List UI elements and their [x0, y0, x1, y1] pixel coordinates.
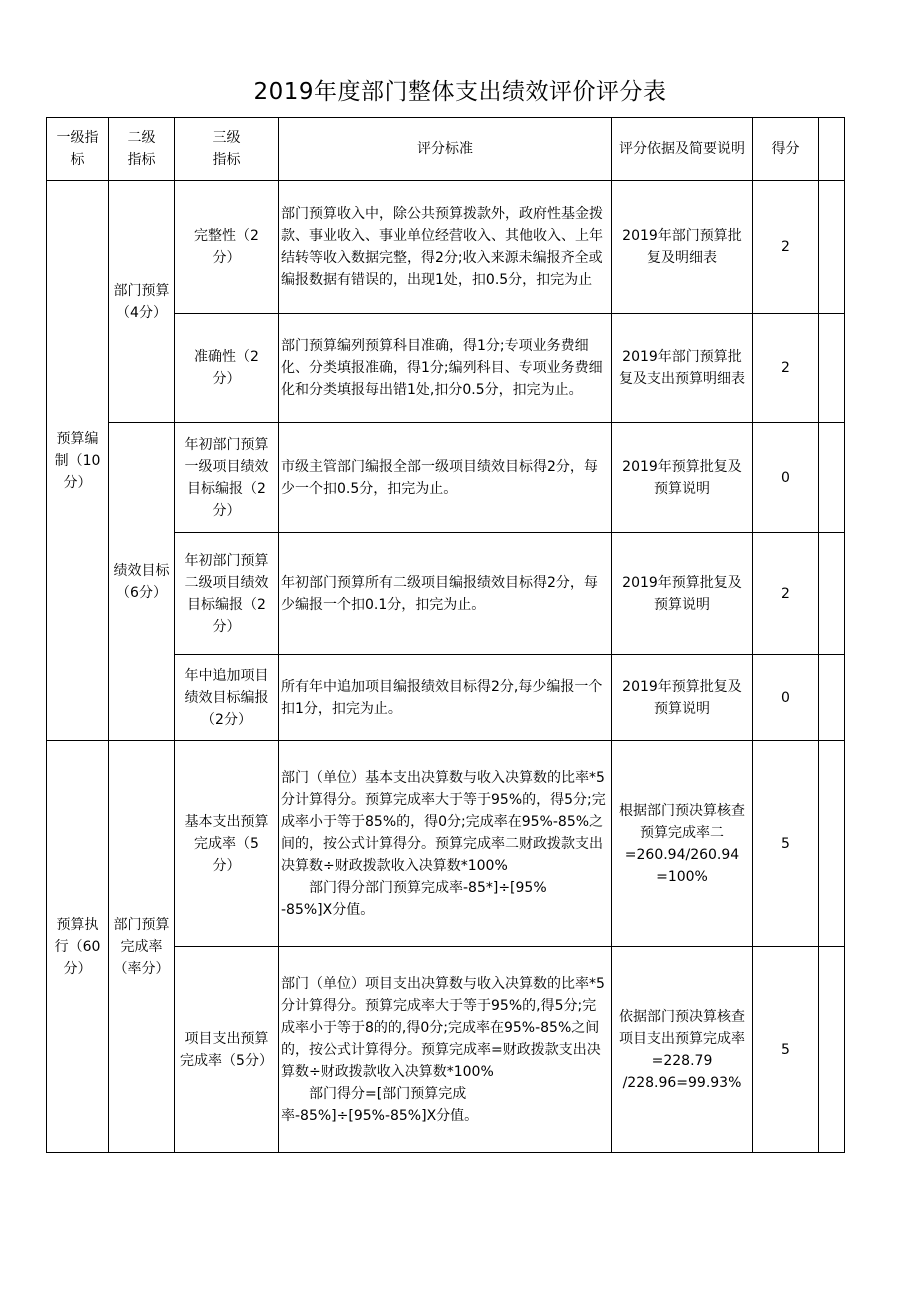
- row-criteria: 部门预算编列预算科目准确，得1分;专项业务费细化、分类填报准确，得1分;编列科目、专项业务费细化和分类填报每出错1处,扣分0.5分，扣完为止。: [279, 314, 612, 423]
- header-level2: 二级 指标: [109, 118, 175, 181]
- row-extra: [819, 314, 845, 423]
- row-level3: 完整性（2 分）: [175, 181, 279, 314]
- subgroup-perf-target: 绩效目标 （6分）: [109, 423, 175, 741]
- row-basis: 2019年预算批复及 预算说明: [612, 655, 753, 741]
- header-score: 得分: [753, 118, 819, 181]
- row-basis: 2019年部门预算批 复及明细表: [612, 181, 753, 314]
- table-row: [47, 423, 845, 533]
- row-score: 2: [753, 533, 819, 655]
- row-extra: [819, 947, 845, 1153]
- row-level3: 项目支出预算 完成率（5分）: [175, 947, 279, 1153]
- row-score: 2: [753, 181, 819, 314]
- row-level3: 基本支出预算 完成率（5 分）: [175, 741, 279, 947]
- group-budget-exec: 预算执 行（60 分）: [47, 741, 109, 1153]
- header-criteria: 评分标准: [279, 118, 612, 181]
- row-basis: 依据部门预决算核查 项目支出预算完成率 =228.79 /228.96=99.93%: [612, 947, 753, 1153]
- row-criteria: 部门预算收入中，除公共预算拨款外，政府性基金拨款、事业收入、事业单位经营收入、其他收入、上年结转等收入数据完整，得2分;收入来源未编报齐全或编报数据有错误的，出现1处，扣0.5分，扣完为止: [279, 181, 612, 314]
- row-criteria: 所有年中追加项目编报绩效目标得2分,每少编报一个扣1分，扣完为止。: [279, 655, 612, 741]
- row-basis: 2019年预算批复及 预算说明: [612, 533, 753, 655]
- table-row: [47, 181, 845, 314]
- row-level3: 年中追加项目 绩效目标编报 （2分）: [175, 655, 279, 741]
- row-level3: 年初部门预算 二级项目绩效 目标编报（2分）: [175, 533, 279, 655]
- scoring-table: [46, 117, 845, 1153]
- header-basis: 评分依据及简要说明: [612, 118, 753, 181]
- row-criteria: 市级主管部门编报全部一级项目绩效目标得2分，每少一个扣0.5分，扣完为止。: [279, 423, 612, 533]
- row-score: 0: [753, 655, 819, 741]
- row-criteria: 年初部门预算所有二级项目编报绩效目标得2分，每少编报一个扣0.1分，扣完为止。: [279, 533, 612, 655]
- group-budget-prep: 预算编 制（10 分）: [47, 181, 109, 741]
- row-level3: 准确性（2 分）: [175, 314, 279, 423]
- row-score: 2: [753, 314, 819, 423]
- header-level3: 三级 指标: [175, 118, 279, 181]
- row-extra: [819, 741, 845, 947]
- table-row: [47, 741, 845, 947]
- row-basis: 2019年预算批复及 预算说明: [612, 423, 753, 533]
- row-basis: 2019年部门预算批 复及支出预算明细表: [612, 314, 753, 423]
- header-level1: 一级指 标: [47, 118, 109, 181]
- page-title: 2019年度部门整体支出绩效评价评分表: [253, 79, 667, 105]
- row-extra: [819, 533, 845, 655]
- row-extra: [819, 181, 845, 314]
- row-basis: 根据部门预决算核查 预算完成率二 =260.94/260.94 =100%: [612, 741, 753, 947]
- row-score: 5: [753, 947, 819, 1153]
- row-extra: [819, 655, 845, 741]
- row-level3: 年初部门预算 一级项目绩效 目标编报（2分）: [175, 423, 279, 533]
- row-criteria: 部门（单位）基本支出决算数与收入决算数的比率*5分计算得分。预算完成率大于等于95%的，得5分;完成率小于等于85%的，得0分;完成率在95%-85%之间的，按公式计算得分。预算完成率二财政拨款支出决算数÷财政拨款收入决算数*100% 部门得分部门预算完成率-85*]÷[95% -85%]X分值。: [279, 741, 612, 947]
- row-score: 5: [753, 741, 819, 947]
- row-extra: [819, 423, 845, 533]
- subgroup-completion-rate: 部门预算 完成率 （率分）: [109, 741, 175, 1153]
- header-extra: [819, 118, 845, 181]
- subgroup-dept-budget: 部门预算 （4分）: [109, 181, 175, 423]
- row-criteria: 部门（单位）项目支出决算数与收入决算数的比率*5分计算得分。预算完成率大于等于95%的,得5分;完成率小于等于8的的,得0分;完成率在95%-85%之间的，按公式计算得分。预算完成率=财政拨款支出决算数÷财政拨款收入决算数*100% 部门得分=[部门预算完成率-85%]÷[95%-85%]X分值。: [279, 947, 612, 1153]
- row-score: 0: [753, 423, 819, 533]
- header-row: [47, 118, 845, 181]
